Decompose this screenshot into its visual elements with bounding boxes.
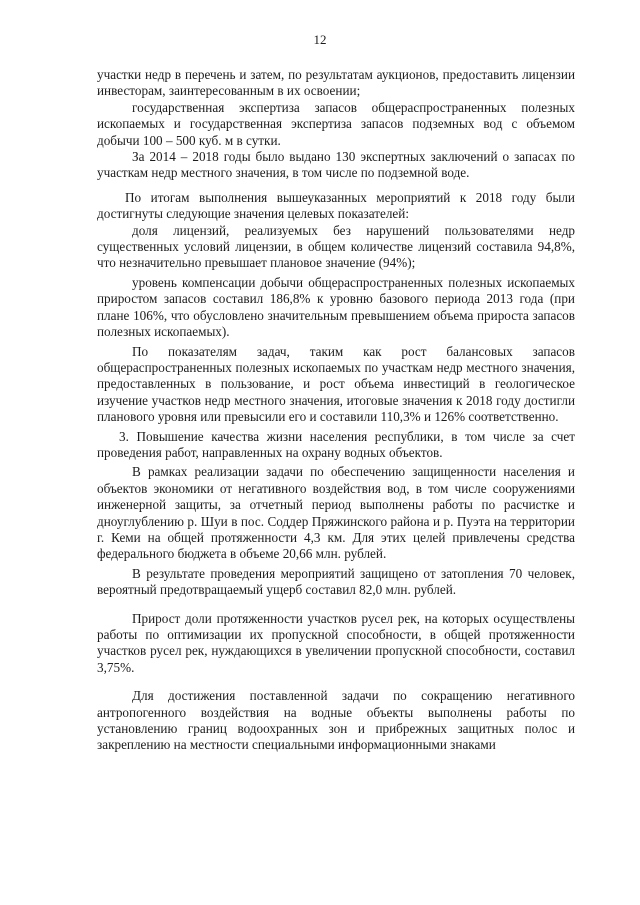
document-body <box>97 67 575 754</box>
paragraph: По итогам выполнения вышеуказанных мероприятий к 2018 году были достигнуты следующие значения целевых показателей: <box>97 189 575 222</box>
paragraph: В результате проведения мероприятий защищено от затопления 70 человек, вероятный предотвращаемый ущерб составил 82,0 млн. рублей. <box>97 565 575 598</box>
paragraph: За 2014 – 2018 годы было выдано 130 экспертных заключений о запасах по участкам недр местного значения, в том числе по подземной воде. <box>97 149 575 181</box>
paragraph: участки недр в перечень и затем, по результатам аукционов, предоставить лицензии инвесторам, заинтересованным в их освоении; <box>97 67 575 99</box>
paragraph: 3. Повышение качества жизни населения республики, в том числе за счет проведения работ, направленных на охрану водных объектов. <box>97 428 575 460</box>
paragraph: Для достижения поставленной задачи по сокращению негативного антропогенного воздействия на водные объекты выполнены работы по установлению границ водоохранных зон и прибрежных защитных полос и закреплению на местности специальными информационными знаками <box>97 688 575 753</box>
paragraph: По показателям задач, таким как рост балансовых запасов общераспространенных полезных ископаемых по участкам недр местного значения, предоставленных в пользование, и рост объема инвестиций в геологическое изучение участков недр местного значения, итоговые значения к 2018 году достигли планового уровня или превысили его и составили 110,3% и 126% соответственно. <box>97 343 575 425</box>
paragraph: В рамках реализации задачи по обеспечению защищенности населения и объектов экономики от негативного воздействия вод, в том числе сооружениями инженерной защиты, за отчетный период выполнены работы по расчистке и дноуглублению р. Шуи в пос. Соддер Пряжинского района и р. Пуэта на территории г. Кеми на общей протяженности 4,3 км. Для этих целей привлечены средства федерального бюджета в объеме 20,66 млн. рублей. <box>97 464 575 562</box>
page-number: 12 <box>313 32 327 47</box>
paragraph: доля лицензий, реализуемых без нарушений пользователями недр существенных условий лицензии, в общем количестве лицензий составила 94,8%, что незначительно превышает плановое значение (94%); <box>97 222 575 271</box>
paragraph: государственная экспертиза запасов общераспространенных полезных ископаемых и государственная экспертиза запасов подземных вод с объемом добычи 100 – 500 куб. м в сутки. <box>97 99 575 148</box>
paragraph: уровень компенсации добычи общераспространенных полезных ископаемых приростом запасов составил 186,8% к уровню базового периода 2013 года (при плане 106%, что обусловлено значительным превышением объема прироста запасов полезных ископаемых). <box>97 274 575 340</box>
paragraph: Прирост доли протяженности участков русел рек, на которых осуществлены работы по оптимизации их пропускной способности, в общей протяженности участков русел рек, нуждающихся в увеличении пропускной способности, составил 3,75%. <box>97 610 575 675</box>
